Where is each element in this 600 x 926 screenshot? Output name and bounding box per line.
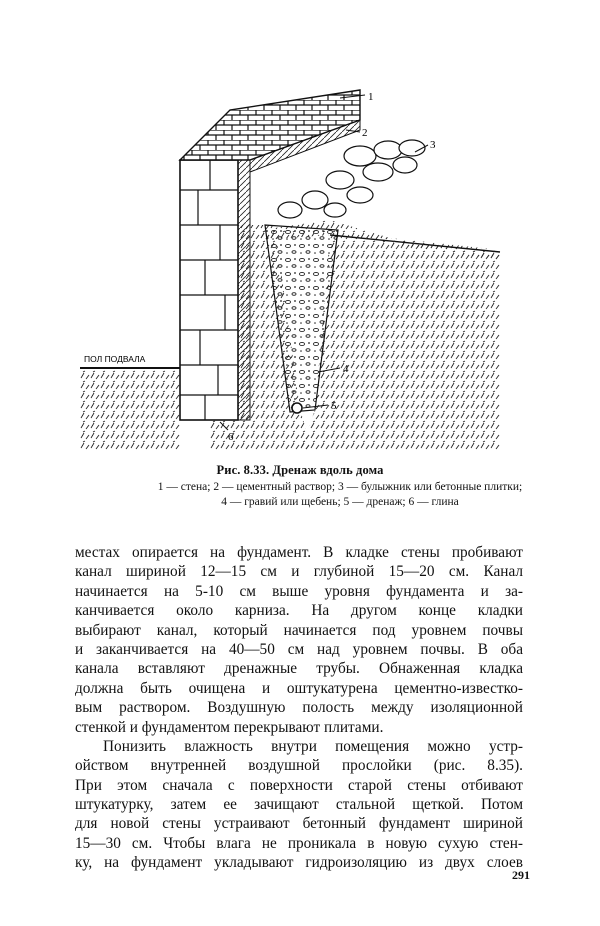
text-line: канчивается около карниза. На другом конце кладки <box>75 602 523 620</box>
text-line: выбирают канал, который начинается под уровнем почвы <box>75 621 523 639</box>
callout-4: 4 <box>343 363 349 375</box>
clay-left <box>80 370 180 450</box>
figure-caption-title: Рис. 8.33. Дренаж вдоль дома <box>216 463 384 477</box>
text-line: канал шириной 12—15 см и глубиной 15—20 см. Канал <box>75 563 523 581</box>
text-line: Понизить влажность внутри помещения можно устр- <box>103 737 523 755</box>
brick-top <box>180 90 360 160</box>
stone-wall <box>180 160 238 420</box>
text-line: канала вставляют дренажные трубы. Обнаженная кладка <box>75 660 523 678</box>
text-line: стенкой и фундаментом перекрывают плитами. <box>75 718 384 736</box>
figure-legend-line-2: 4 — гравий или щебень; 5 — дренаж; 6 — глина <box>221 496 459 508</box>
body-text <box>75 543 523 873</box>
text-line: и заканчивается на 40—50 см над уровнем почвы. В оба <box>75 640 523 658</box>
callout-1: 1 <box>368 91 374 103</box>
callout-5: 5 <box>331 400 337 412</box>
page-number: 291 <box>512 868 530 882</box>
basement-floor-label: ПОЛ ПОДВАЛА <box>84 354 146 364</box>
cement-layer <box>238 160 250 420</box>
text-line: штукатурку, затем ее зачищают стальной щеткой. Потом <box>75 796 523 814</box>
text-line: При этом сначала с поверхности старой стены отбивают <box>75 776 523 794</box>
drainage-diagram <box>60 60 530 460</box>
figure-legend-line-1: 1 — стена; 2 — цементный раствор; 3 — булыжник или бетонные плитки; <box>157 481 523 493</box>
text-line: начинается на 5-10 см выше уровня фундамента и за- <box>75 582 523 600</box>
text-line: местах опирается на фундамент. В кладке стены пробивают <box>75 544 523 561</box>
figure-caption-legend <box>150 480 530 510</box>
text-line: 15—30 см. Чтобы влага не проникала в новую сухую стен- <box>75 834 523 852</box>
text-line: вым раствором. Воздушную полость между изоляционной <box>75 699 523 717</box>
callout-6: 6 <box>228 431 234 443</box>
text-line: ойством внутренней воздушной прослойки (рис. 8.35). <box>75 757 523 775</box>
drainage-figure <box>60 60 530 460</box>
text-line: для новой стены устраивают бетонный фундамент шириной <box>75 815 523 833</box>
callout-2: 2 <box>362 127 368 139</box>
drain-pipe <box>292 403 302 413</box>
text-line: ку, на фундамент укладывают гидроизоляцию из двух слоев <box>75 854 523 872</box>
callout-3: 3 <box>430 139 436 151</box>
text-line: должна быть очищена и оштукатурена цементно-известко- <box>75 679 523 697</box>
